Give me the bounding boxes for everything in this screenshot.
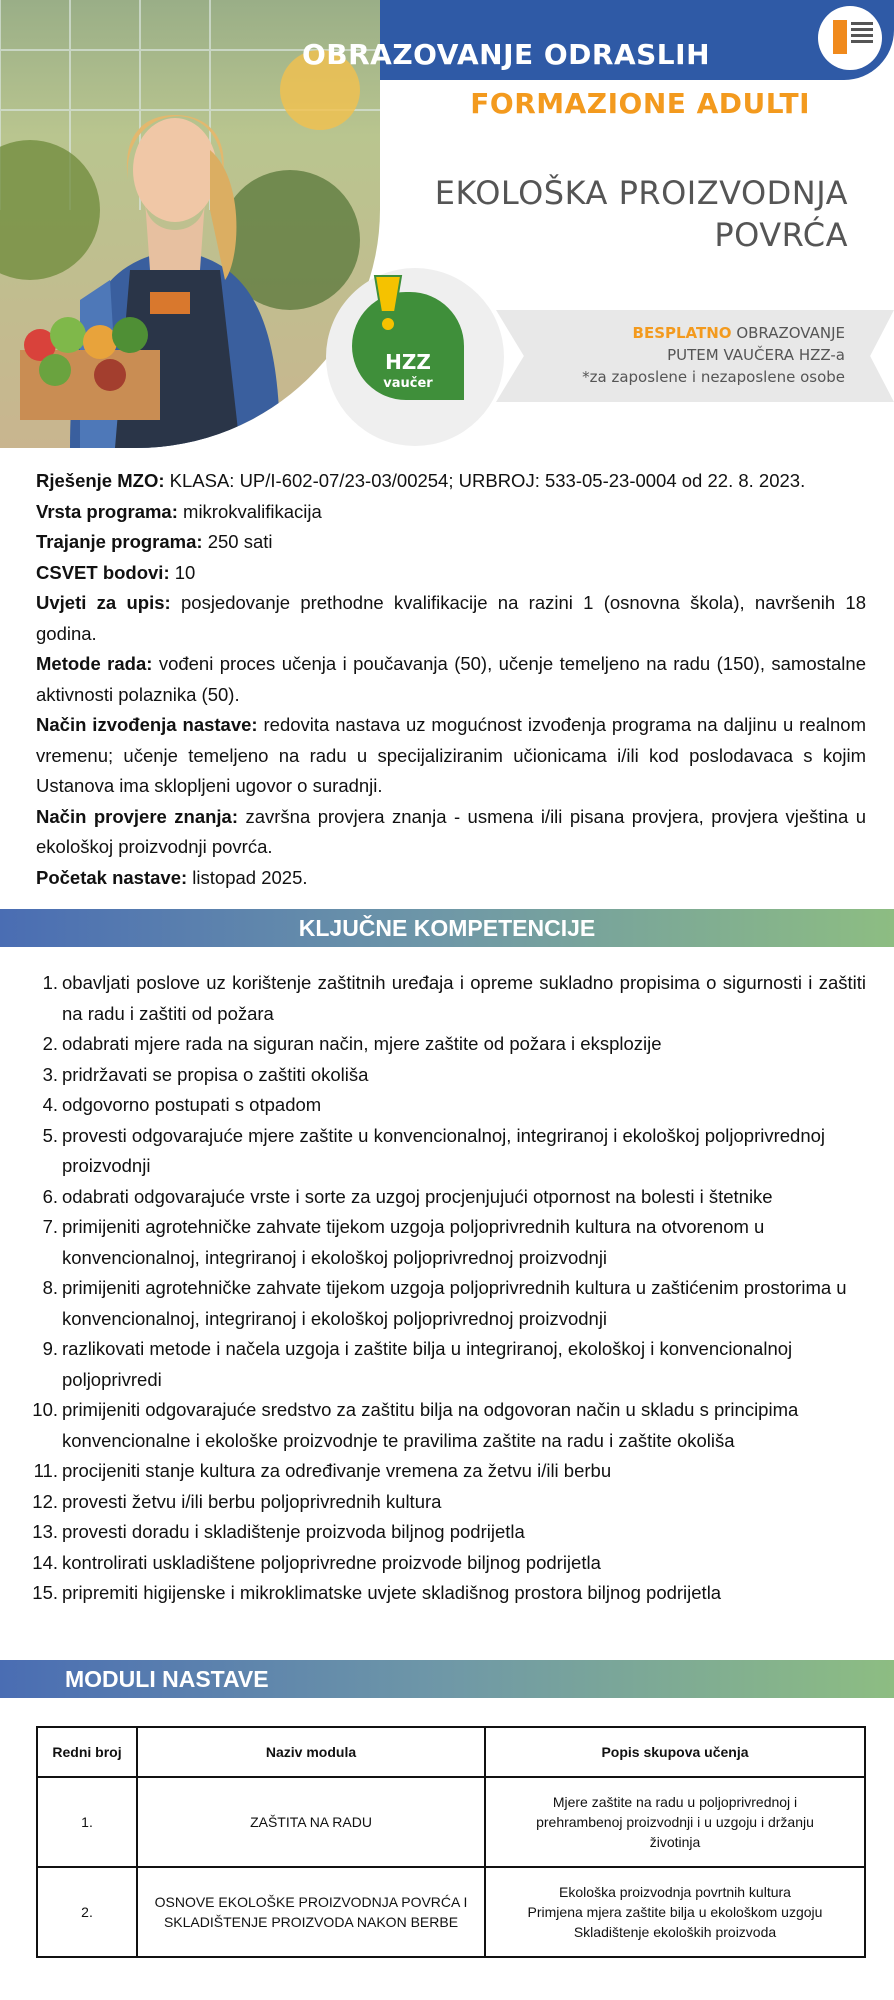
competency-item: 1. obavljati poslove uz korištenje zaštitnih uređaja i opreme sukladno propisima o sigurnosti i zaštiti na radu i zaštiti od požara: [42, 972, 866, 1024]
competency-item: 10. primijeniti odgovarajuće sredstvo za zaštitu bilja na odgovoran način u skladu s principima konvencionalne i ekološke proizvodnje te pravilima zaštite na radu i zaštite okoliša: [32, 1399, 799, 1451]
competency-item: 14. kontrolirati uskladištene poljoprivredne proizvode biljnog podrijetla: [32, 1551, 601, 1573]
hero-banner: [0, 0, 894, 448]
table-header-row: [37, 1727, 865, 1777]
hzz-badge-sublabel: vaučer: [383, 376, 433, 391]
competency-item: 13. provesti doradu i skladištenje proizvoda biljnog podrijetla: [32, 1521, 525, 1542]
competency-item: 7. primijeniti agrotehničke zahvate tijekom uzgoja poljoprivrednih kultura na otvorenom u konvencionalnoj, integriranoj i ekološkoj poljoprivrednoj proizvodnji: [42, 1216, 765, 1268]
modules-table: [36, 1726, 866, 1958]
exclamation-icon: [373, 274, 403, 334]
program-title-line-1: EKOLOŠKA PROIZVODNJA: [434, 174, 848, 212]
info-rjesenje: Rješenje MZO: KLASA: UP/I-602-07/23-03/00254; URBROJ: 533-05-23-0004 od 22. 8. 2023.: [36, 470, 806, 491]
info-metode: Metode rada: vođeni proces učenja i poučavanja (50), učenje temeljeno na radu (150), samostalne aktivnosti polaznika (50).: [36, 653, 866, 705]
module-learning-sets: Ekološka proizvodnja povrtnih kultura Primjena mjera zaštite bilja u ekološkom uzgoju Skladištenje ekoloških proizvoda: [485, 1867, 865, 1957]
section-title-kompetencije: KLJUČNE KOMPETENCIJE: [0, 909, 894, 947]
program-title: [380, 172, 848, 256]
info-uvjeti: Uvjeti za upis: posjedovanje prethodne kvalifikacije na razini 1 (osnovna škola), navršenih 18 godina.: [36, 592, 866, 644]
institution-logo: [818, 6, 882, 70]
info-trajanje: Trajanje programa: 250 sati: [36, 531, 273, 552]
voucher-info: [500, 322, 845, 388]
module-name: ZAŠTITA NA RADU: [137, 1777, 485, 1867]
competency-item: 3. pridržavati se propisa o zaštiti okoliša: [42, 1063, 369, 1085]
voucher-line-2: PUTEM VAUČERA HZZ-a: [667, 346, 845, 364]
voucher-line-1: OBRAZOVANJE: [731, 324, 845, 342]
competency-item: 5. provesti odgovarajuće mjere zaštite u konvencionalnoj, integriranoj i ekološkoj poljoprivrednoj proizvodnji: [42, 1124, 826, 1176]
competency-item: 11. procijeniti stanje kultura za određivanje vremena za žetvu i/ili berbu: [33, 1460, 612, 1481]
voucher-free-label: BESPLATNO: [632, 324, 732, 342]
module-name: OSNOVE EKOLOŠKE PROIZVODNJA POVRĆA I SKLADIŠTENJE PROIZVODA NAKON BERBE: [137, 1867, 485, 1957]
competency-item: 15. pripremiti higijenske i mikroklimatske uvjete skladišnog prostora biljnog podrijetla: [32, 1582, 722, 1603]
column-header-skupovi-ucenja: Popis skupova učenja: [485, 1727, 865, 1777]
section-title-moduli: MODULI NASTAVE: [0, 1660, 894, 1698]
module-number: 1.: [37, 1777, 137, 1867]
competency-item: 4. odgovorno postupati s otpadom: [42, 1094, 322, 1115]
competency-item: 2. odabrati mjere rada na siguran način, mjere zaštite od požara i eksplozije: [42, 1033, 662, 1054]
info-vrsta: Vrsta programa: mikrokvalifikacija: [36, 500, 322, 522]
title-italian: FORMAZIONE ADULTI: [470, 87, 810, 120]
info-nacin-izvodenja: Način izvođenja nastave: redovita nastava uz mogućnost izvođenja programa na daljinu u realnom vremenu; učenje temeljeno na radu u specijaliziranim učionicama i/ili kod poslodavaca s kojim Ustanova ima sklopljeni ugovor o suradnji.: [36, 714, 866, 796]
competency-item: 12. provesti žetvu i/ili berbu poljoprivrednih kultura: [32, 1490, 442, 1512]
info-csvet: CSVET bodovi: 10: [36, 561, 196, 583]
voucher-note: *za zaposlene i nezaposlene osobe: [582, 368, 845, 386]
hzz-badge-label: HZZ: [385, 350, 431, 374]
table-row: [37, 1867, 865, 1957]
competency-item: 8. primijeniti agrotehničke zahvate tijekom uzgoja poljoprivrednih kultura u zaštićenim prostorima u konvencionalnoj, integriranoj i ekološkoj poljoprivrednoj proizvodnji: [42, 1277, 847, 1329]
info-pocetak: Početak nastave: listopad 2025.: [36, 866, 308, 888]
program-info: [36, 466, 866, 893]
table-row: [37, 1777, 865, 1867]
competency-item: 6. odabrati odgovarajuće vrste i sorte za uzgoj procjenjujući otpornost na bolesti i štetnike: [42, 1185, 773, 1207]
info-provjera-znanja: Način provjere znanja: završna provjera znanja - usmena i/ili pisana provjera, provjera vještina u ekološkoj proizvodnji povrća.: [36, 805, 866, 857]
column-header-redni-broj: Redni broj: [37, 1727, 137, 1777]
column-header-naziv-modula: Naziv modula: [137, 1727, 485, 1777]
competency-item: 9. razlikovati metode i načela uzgoja i zaštite bilja u integriranoj, ekološkoj i konvencionalnoj poljoprivredi: [42, 1338, 793, 1390]
competency-list: [32, 968, 866, 1609]
module-learning-sets: Mjere zaštite na radu u poljoprivrednoj i prehrambenoj proizvodnji i u uzgoju i držanju životinja: [485, 1777, 865, 1867]
module-number: 2.: [37, 1867, 137, 1957]
program-title-line-2: POVRĆA: [714, 216, 848, 254]
title-croatian: OBRAZOVANJE ODRASLIH: [301, 38, 710, 71]
